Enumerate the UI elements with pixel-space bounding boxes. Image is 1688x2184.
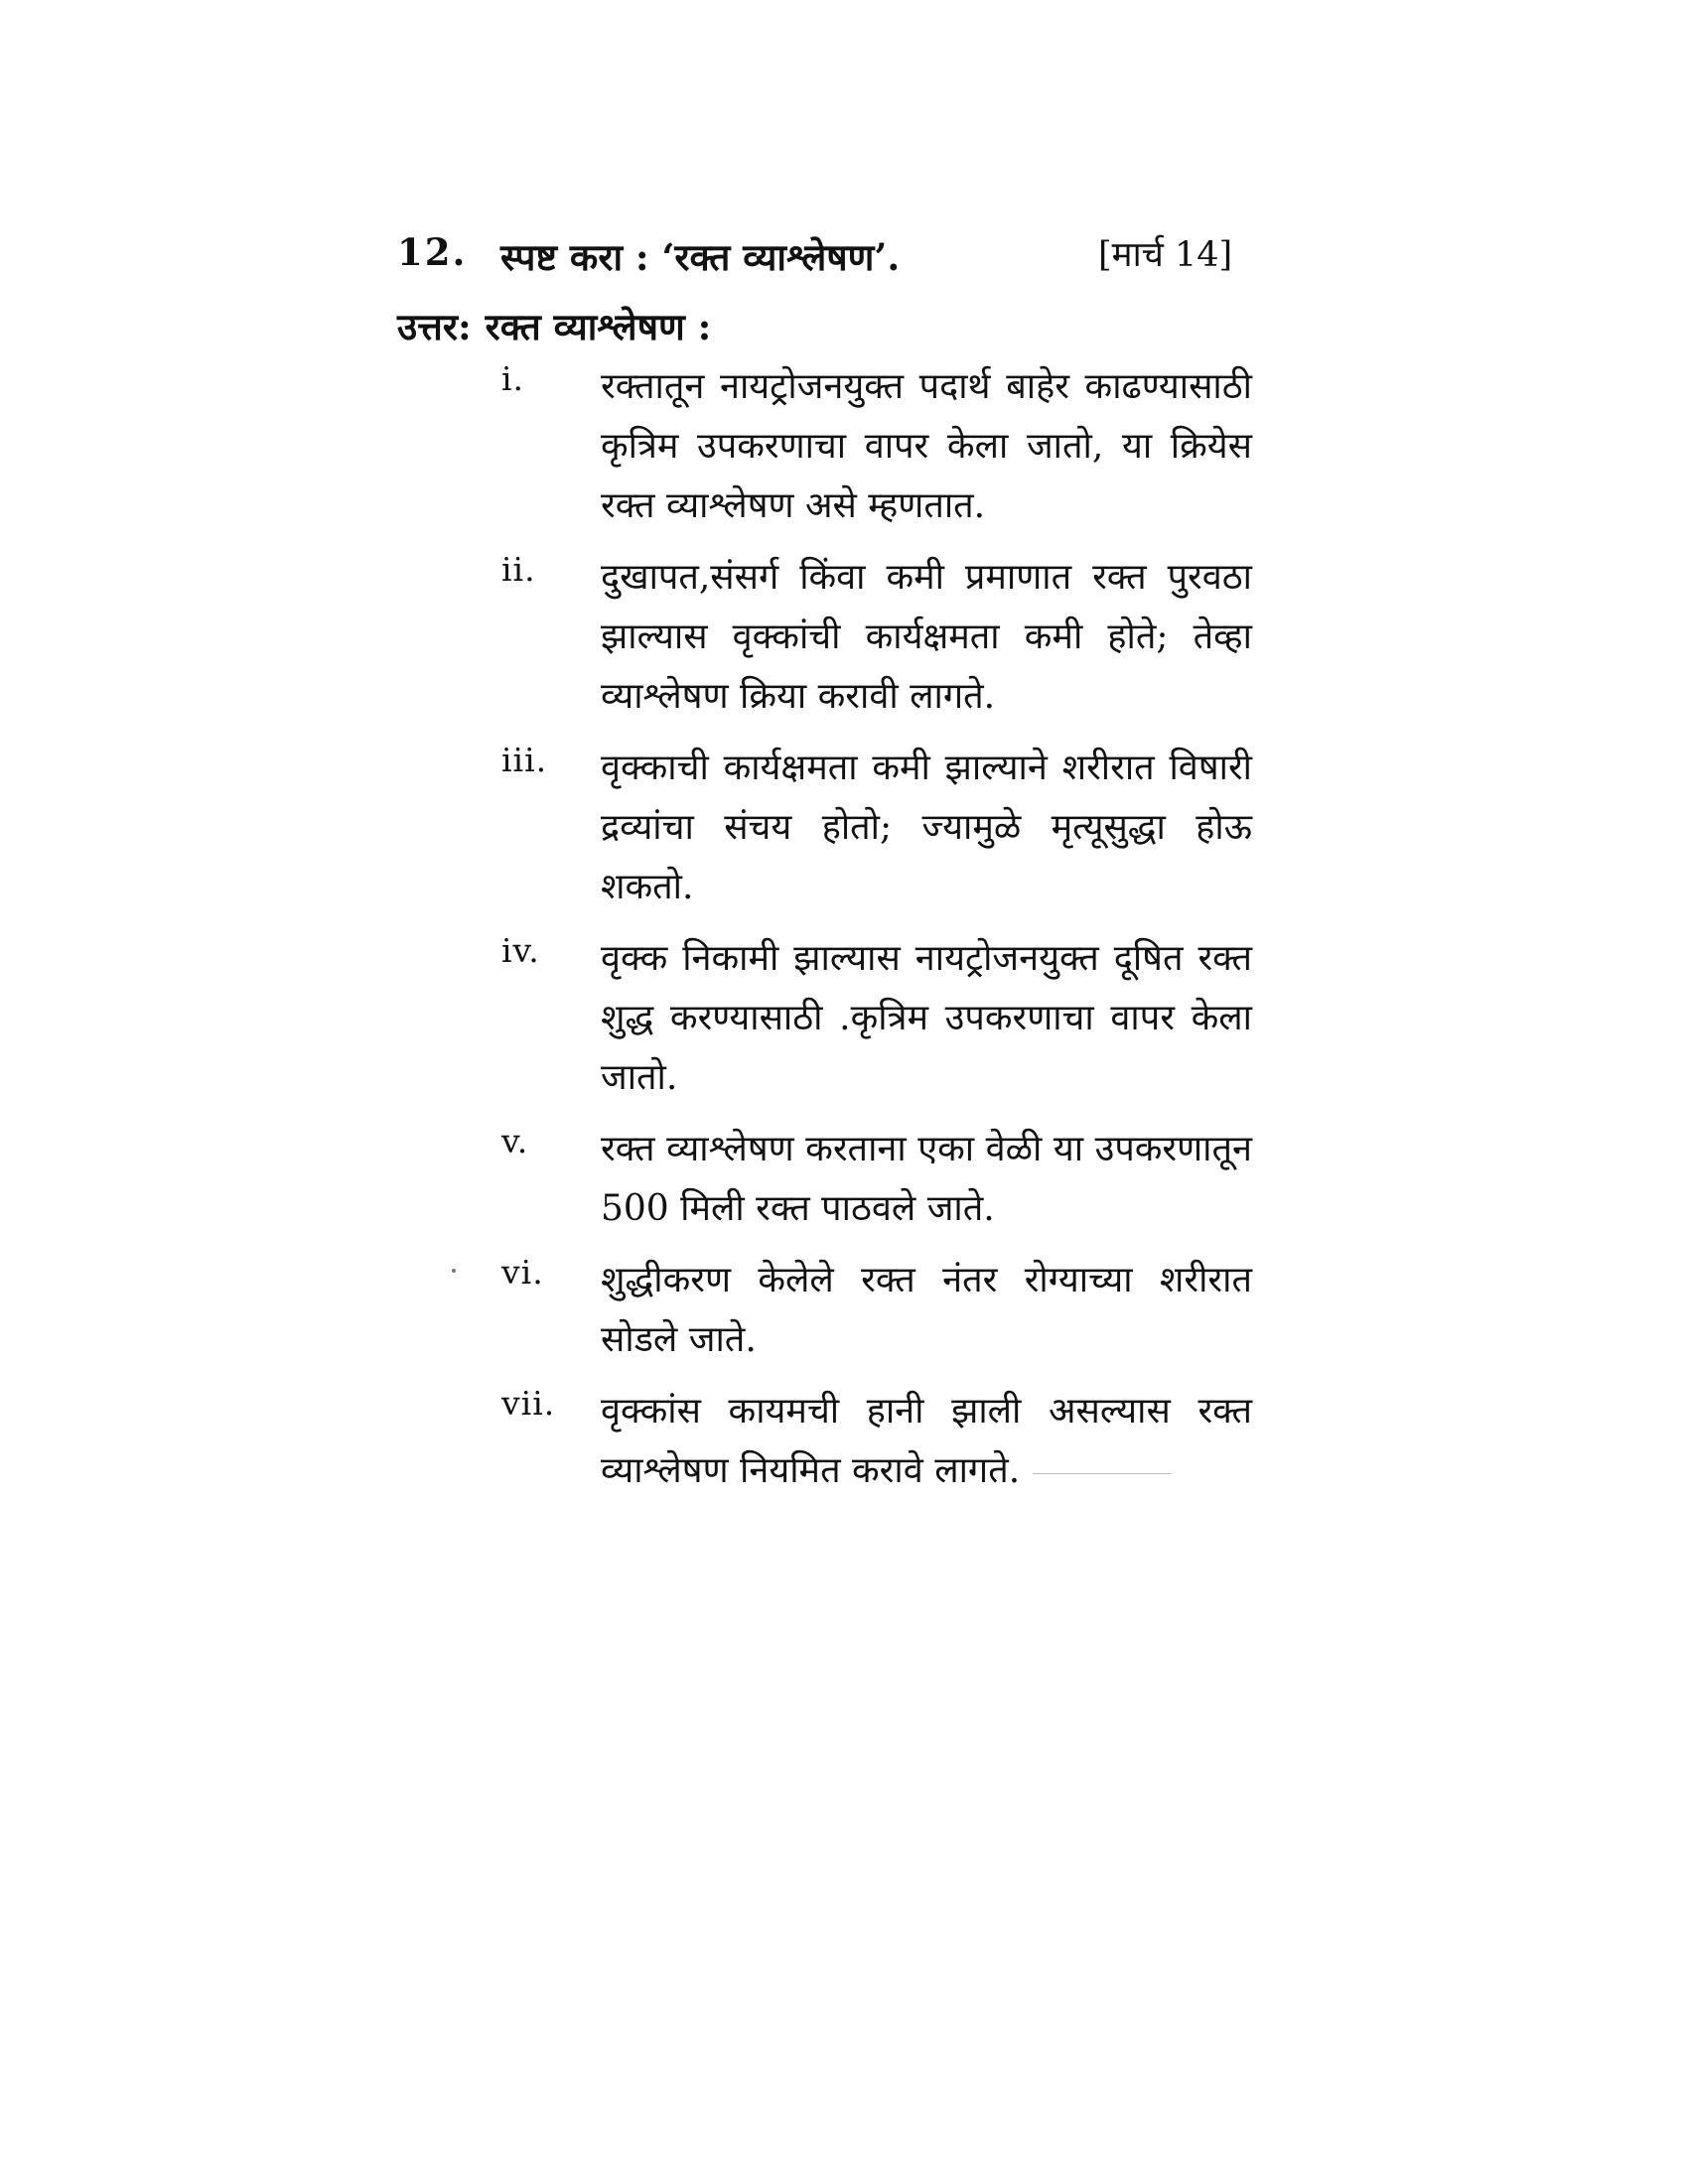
scan-speck	[452, 1269, 456, 1273]
point-numeral: vii.	[501, 1384, 556, 1423]
point-text: रक्त व्याश्लेषण करताना एका वेळी या उपकरणातून 500 मिली रक्त पाठवले जाते.	[601, 1129, 1252, 1229]
answer-point	[501, 1251, 1256, 1370]
point-text: रक्तातून नायट्रोजनयुक्त पदार्थ बाहेर काढण्यासाठी कृत्रिम उपकरणाचा वापर केला जातो, या क्रियेस रक्त व्याश्लेषण असे म्हणतात.	[601, 366, 1252, 526]
point-text: वृक्क निकामी झाल्यास नायट्रोजनयुक्त दूषित रक्त शुद्ध करण्यासाठी .कृत्रिम उपकरणाचा वापर केला जातो.	[601, 938, 1252, 1098]
point-numeral: i.	[501, 359, 525, 398]
question-reference: [मार्च 14]	[1098, 235, 1233, 275]
point-text: वृक्काची कार्यक्षमता कमी झाल्याने शरीरात विषारी द्रव्यांचा संचय होतो; ज्यामुळे मृत्यूसुद्धा होऊ शकतो.	[601, 748, 1252, 907]
question-text: स्पष्ट करा : ‘रक्त व्याश्लेषण’.	[500, 235, 901, 279]
answer-point	[501, 1120, 1256, 1239]
answer-point	[501, 357, 1256, 536]
point-text: वृक्कांस कायमची हानी झाली असल्यास रक्त व्याश्लेषण नियमित करावे लागते.	[601, 1391, 1252, 1491]
point-numeral: iii.	[501, 741, 548, 779]
answer-heading: रक्त व्याश्लेषण :	[485, 305, 712, 348]
question-line	[397, 230, 1251, 286]
question-number: 12.	[397, 230, 468, 274]
answer-heading-line	[397, 300, 711, 350]
point-text: शुद्धीकरण केलेले रक्त नंतर रोग्याच्या शरीरात सोडले जाते.	[601, 1260, 1252, 1360]
answer-points-list	[501, 357, 1256, 1513]
answer-label: उत्तर:	[397, 305, 472, 348]
answer-point	[501, 929, 1256, 1108]
answer-point	[501, 548, 1256, 727]
answer-point	[501, 1382, 1256, 1501]
point-numeral: ii.	[501, 550, 536, 589]
faint-underline-rule	[1033, 1473, 1172, 1474]
point-text: दुखापत,संसर्ग किंवा कमी प्रमाणात रक्त पुरवठा झाल्यास वृक्कांची कार्यक्षमता कमी होते; तेव्हा व्याश्लेषण क्रिया करावी लागते.	[601, 557, 1252, 717]
point-numeral: vi.	[501, 1253, 544, 1292]
point-numeral: iv.	[501, 931, 540, 970]
answer-point	[501, 739, 1256, 917]
point-numeral: v.	[501, 1122, 529, 1160]
